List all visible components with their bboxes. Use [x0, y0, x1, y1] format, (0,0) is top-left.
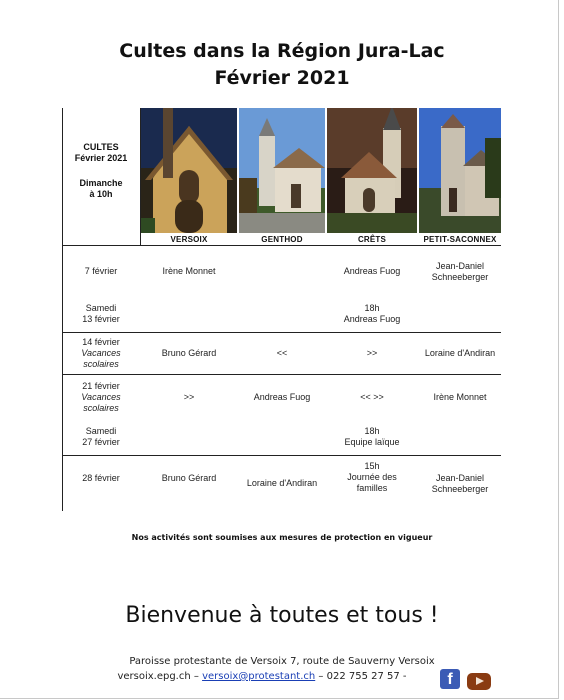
row4-crets-time: 15h — [364, 461, 380, 471]
youtube-icon[interactable] — [467, 673, 491, 690]
row1-ps-line1: Jean-Daniel — [435, 261, 485, 271]
page-subtitle: Février 2021 — [214, 67, 350, 89]
row1-ps-line2: Schneeberger — [431, 272, 489, 282]
protection-notice: Nos activités sont soumises aux mesures de protection en vigueur — [131, 533, 433, 542]
church-label-crets: CRÊTS — [357, 235, 387, 244]
footer-site-link[interactable]: versoix.epg.ch — [117, 671, 191, 682]
church-label-versoix: VERSOIX — [170, 235, 208, 244]
row4-versoix: Bruno Gérard — [161, 473, 217, 483]
row4-date: 28 février — [82, 473, 120, 483]
row3-versoix: >> — [183, 392, 195, 402]
row3-special-daydate: 27 février — [82, 437, 120, 447]
row3-special-time: 18h — [364, 426, 380, 436]
header-cell — [62, 142, 140, 200]
row2-date — [62, 337, 140, 370]
row2-genthod: << — [276, 348, 288, 358]
row4-crets — [327, 461, 417, 494]
row3-special-info — [327, 426, 417, 448]
welcome-message: Bienvenue à toutes et tous ! — [125, 603, 439, 628]
row4-genthod: Loraine d'Andiran — [246, 478, 318, 488]
facebook-icon[interactable]: f — [440, 669, 460, 689]
row3-note1: Vacances — [81, 392, 121, 402]
footer-address: Paroisse protestante de Versoix 7, route de Sauverny Versoix — [129, 656, 435, 667]
header-hour: à 10h — [89, 189, 113, 199]
row2-date-text: 14 février — [82, 337, 120, 347]
row3-special-day: Samedi — [85, 426, 117, 436]
row1-special-date — [62, 303, 140, 325]
row3-note2: scolaires — [83, 403, 119, 413]
table-body-left — [62, 245, 63, 511]
row2-petit-saconnex: Loraine d'Andiran — [424, 348, 496, 358]
row3-date-text: 21 février — [82, 381, 120, 391]
row1-date: 7 février — [84, 266, 118, 276]
row2-crets: >> — [366, 348, 378, 358]
church-photo-genthod — [239, 108, 325, 233]
header-cultes: CULTES — [83, 142, 119, 152]
church-label-genthod: GENTHOD — [261, 235, 303, 244]
table-row-divider — [62, 455, 501, 456]
church-photo-versoix — [141, 108, 237, 233]
footer-contact — [0, 671, 544, 682]
footer-phone: – 022 755 27 57 - — [315, 671, 407, 682]
header-month: Février 2021 — [74, 153, 128, 163]
row2-note1: Vacances — [81, 348, 121, 358]
row1-special-day: Samedi — [85, 303, 117, 313]
row4-crets-line1: Journée des — [347, 472, 397, 482]
row3-genthod: Andreas Fuog — [253, 392, 311, 402]
row4-ps-line1: Jean-Daniel — [435, 473, 485, 483]
row1-crets: Andreas Fuog — [343, 266, 401, 276]
row3-special-who: Equipe laïque — [344, 437, 400, 447]
row2-versoix: Bruno Gérard — [161, 348, 217, 358]
footer-email-link[interactable]: versoix@protestant.ch — [202, 671, 316, 682]
row1-special-daydate: 13 février — [82, 314, 120, 324]
church-photo-crets — [327, 108, 417, 233]
row4-crets-line2: familles — [356, 483, 388, 493]
row1-special-time: 18h — [364, 303, 380, 313]
footer-separator: – — [190, 671, 203, 682]
row3-special-date — [62, 426, 140, 448]
row1-petit-saconnex — [419, 261, 501, 283]
row1-special-who: Andreas Fuog — [343, 314, 401, 324]
table-row-divider — [62, 374, 501, 375]
row4-ps-line2: Schneeberger — [431, 484, 489, 494]
page-title: Cultes dans la Région Jura-Lac — [119, 40, 445, 62]
row1-versoix: Irène Monnet — [162, 266, 216, 276]
row3-petit-saconnex: Irène Monnet — [433, 392, 487, 402]
row4-petit-saconnex — [419, 473, 501, 495]
header-day: Dimanche — [79, 178, 123, 188]
row3-date — [62, 381, 140, 414]
row3-crets: << >> — [360, 392, 384, 402]
row2-note2: scolaires — [83, 359, 119, 369]
church-photo-petit-saconnex — [419, 108, 501, 233]
row1-special-info — [327, 303, 417, 325]
church-label-petit-saconnex: PETIT-SACONNEX — [423, 235, 497, 244]
table-row-divider — [62, 332, 501, 333]
